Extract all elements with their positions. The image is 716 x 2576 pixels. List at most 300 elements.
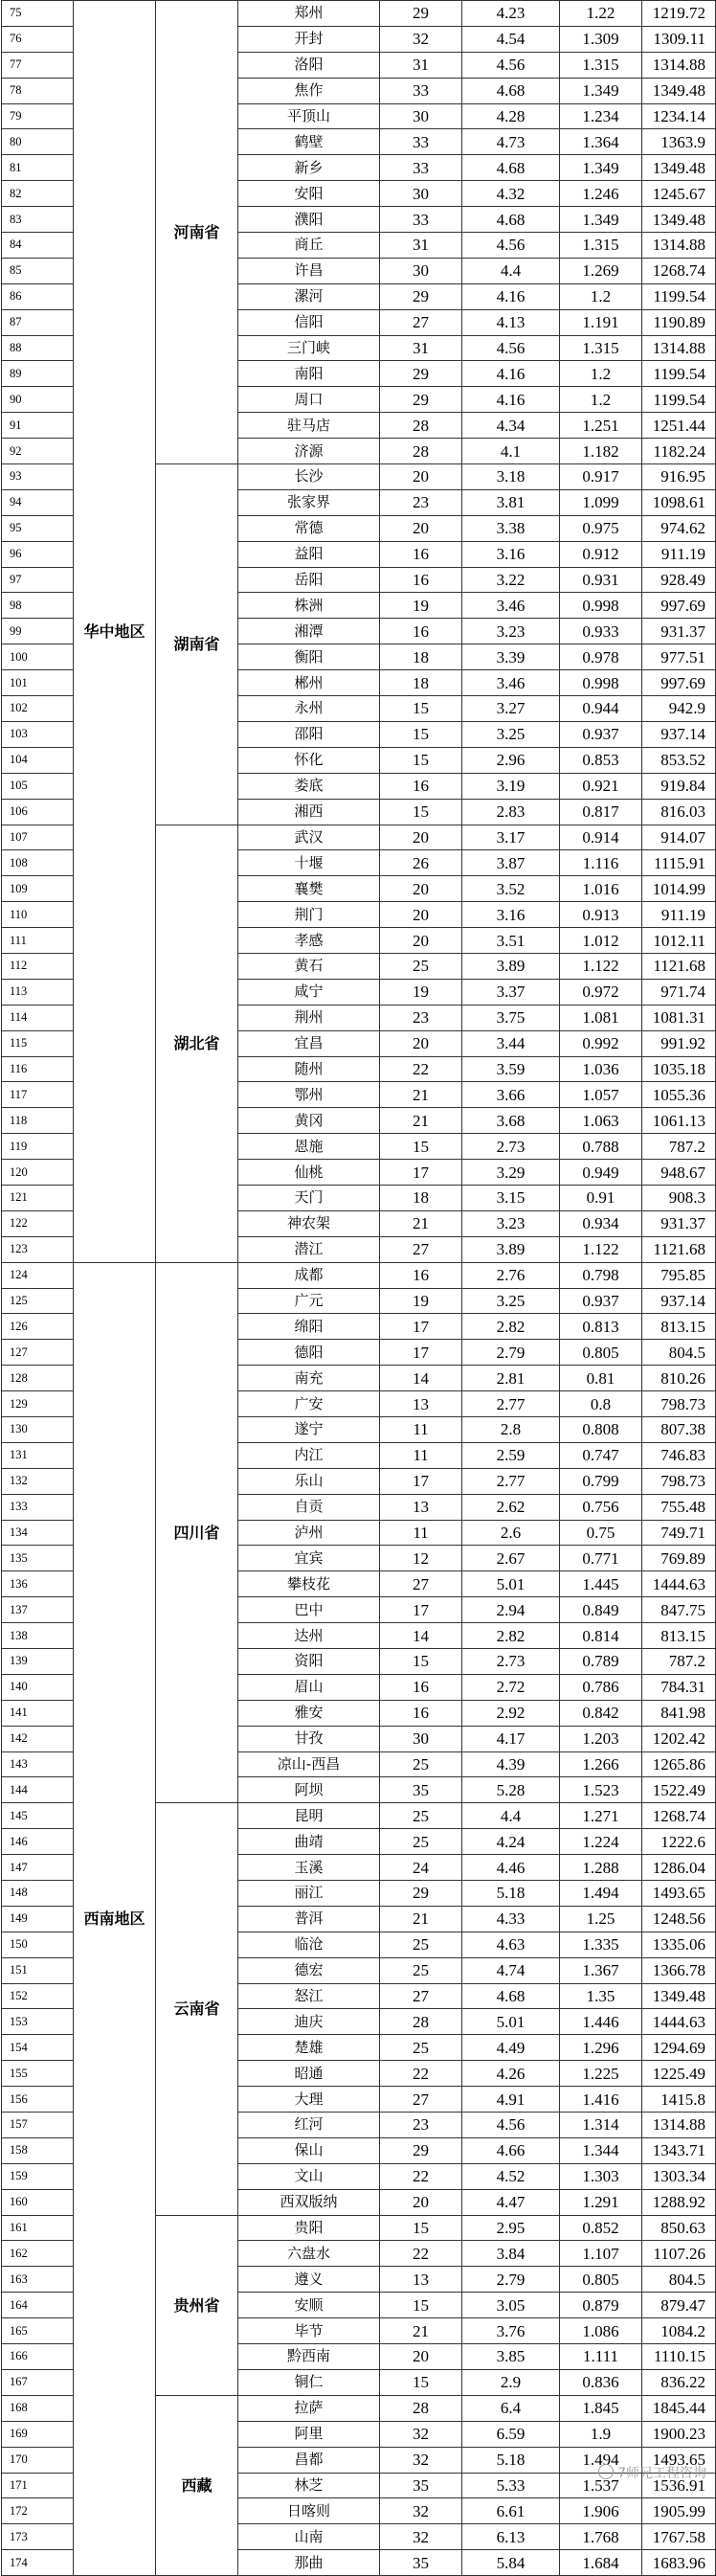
row-index: 172	[2, 2498, 74, 2524]
value-a: 25	[380, 1803, 462, 1829]
value-c: 1.271	[560, 1803, 642, 1829]
value-c: 0.917	[560, 464, 642, 490]
value-a: 33	[380, 78, 462, 103]
value-d: 948.67	[642, 1160, 716, 1186]
row-index: 133	[2, 1494, 74, 1520]
value-d: 1098.61	[642, 489, 716, 515]
value-c: 0.998	[560, 670, 642, 696]
value-d: 813.15	[642, 1623, 716, 1649]
city-name: 毕节	[238, 2318, 380, 2344]
value-b: 3.66	[462, 1082, 560, 1108]
value-a: 13	[380, 1391, 462, 1417]
city-name: 漯河	[238, 283, 380, 309]
city-name: 随州	[238, 1056, 380, 1082]
value-d: 1905.99	[642, 2498, 716, 2524]
value-d: 1219.72	[642, 1, 716, 27]
city-name: 昆明	[238, 1803, 380, 1829]
row-index: 164	[2, 2293, 74, 2318]
row-index: 97	[2, 567, 74, 593]
value-b: 3.25	[462, 721, 560, 747]
value-a: 17	[380, 1340, 462, 1366]
value-d: 798.73	[642, 1391, 716, 1417]
row-index: 168	[2, 2395, 74, 2421]
value-b: 6.61	[462, 2498, 560, 2524]
row-index: 167	[2, 2369, 74, 2395]
value-d: 853.52	[642, 747, 716, 773]
value-b: 4.24	[462, 1829, 560, 1855]
value-c: 0.931	[560, 567, 642, 593]
value-a: 20	[380, 928, 462, 954]
value-d: 1314.88	[642, 335, 716, 361]
value-b: 4.56	[462, 335, 560, 361]
value-d: 1303.34	[642, 2163, 716, 2189]
value-d: 1084.2	[642, 2318, 716, 2344]
row-index: 103	[2, 721, 74, 747]
value-b: 3.68	[462, 1108, 560, 1134]
row-index: 75	[2, 1, 74, 27]
value-c: 1.537	[560, 2473, 642, 2498]
row-index: 107	[2, 825, 74, 850]
value-d: 928.49	[642, 567, 716, 593]
province-label: 湖南省	[156, 464, 238, 825]
value-a: 18	[380, 670, 462, 696]
value-d: 1343.71	[642, 2137, 716, 2163]
value-b: 4.39	[462, 1751, 560, 1777]
city-name: 甘孜	[238, 1726, 380, 1751]
city-name: 岳阳	[238, 567, 380, 593]
row-index: 145	[2, 1803, 74, 1829]
row-index: 78	[2, 78, 74, 103]
value-d: 1314.88	[642, 233, 716, 259]
value-b: 3.76	[462, 2318, 560, 2344]
city-name: 郴州	[238, 670, 380, 696]
value-b: 3.15	[462, 1185, 560, 1210]
value-a: 28	[380, 2009, 462, 2035]
value-b: 2.94	[462, 1597, 560, 1623]
value-b: 2.76	[462, 1262, 560, 1288]
city-name: 益阳	[238, 541, 380, 567]
value-b: 4.68	[462, 1983, 560, 2009]
value-b: 3.17	[462, 825, 560, 850]
value-a: 20	[380, 876, 462, 902]
value-a: 32	[380, 26, 462, 52]
row-index: 146	[2, 1829, 74, 1855]
value-d: 1845.44	[642, 2395, 716, 2421]
city-name: 巴中	[238, 1597, 380, 1623]
value-b: 3.39	[462, 644, 560, 670]
value-d: 1107.26	[642, 2241, 716, 2267]
province-label: 云南省	[156, 1803, 238, 2215]
row-index: 170	[2, 2447, 74, 2473]
value-a: 33	[380, 207, 462, 233]
row-index: 138	[2, 1623, 74, 1649]
city-name: 红河	[238, 2113, 380, 2138]
city-name: 阿里	[238, 2421, 380, 2447]
value-b: 4.16	[462, 283, 560, 309]
value-c: 1.523	[560, 1777, 642, 1803]
value-a: 32	[380, 2498, 462, 2524]
city-name: 怀化	[238, 747, 380, 773]
value-c: 0.842	[560, 1700, 642, 1726]
province-label: 湖北省	[156, 825, 238, 1262]
row-index: 94	[2, 489, 74, 515]
value-d: 804.5	[642, 2267, 716, 2293]
city-name: 林芝	[238, 2473, 380, 2498]
row-index: 120	[2, 1160, 74, 1186]
row-index: 105	[2, 773, 74, 799]
row-index: 169	[2, 2421, 74, 2447]
value-c: 1.684	[560, 2550, 642, 2576]
value-d: 1190.89	[642, 309, 716, 335]
city-name: 遵义	[238, 2267, 380, 2293]
value-a: 15	[380, 1134, 462, 1160]
city-name: 十堰	[238, 850, 380, 876]
row-index: 111	[2, 928, 74, 954]
city-name: 信阳	[238, 309, 380, 335]
city-name: 凉山-西昌	[238, 1751, 380, 1777]
value-c: 1.122	[560, 953, 642, 979]
value-d: 997.69	[642, 670, 716, 696]
table-row	[2, 1262, 716, 1288]
value-a: 25	[380, 1829, 462, 1855]
value-d: 1493.65	[642, 1881, 716, 1907]
value-c: 0.937	[560, 1288, 642, 1314]
value-a: 25	[380, 1751, 462, 1777]
value-d: 1234.14	[642, 103, 716, 129]
value-c: 1.063	[560, 1108, 642, 1134]
row-index: 152	[2, 1983, 74, 2009]
value-d: 813.15	[642, 1314, 716, 1340]
value-b: 4.68	[462, 78, 560, 103]
value-b: 4.16	[462, 361, 560, 387]
value-d: 1335.06	[642, 1932, 716, 1957]
value-a: 26	[380, 850, 462, 876]
city-name: 南充	[238, 1366, 380, 1391]
value-d: 1415.8	[642, 2087, 716, 2113]
row-index: 163	[2, 2267, 74, 2293]
value-a: 30	[380, 1726, 462, 1751]
value-a: 13	[380, 1494, 462, 1520]
value-a: 22	[380, 1056, 462, 1082]
value-c: 1.494	[560, 1881, 642, 1907]
city-name: 拉萨	[238, 2395, 380, 2421]
value-b: 5.01	[462, 2009, 560, 2035]
value-d: 850.63	[642, 2215, 716, 2241]
value-b: 4.28	[462, 103, 560, 129]
value-c: 0.852	[560, 2215, 642, 2241]
row-index: 116	[2, 1056, 74, 1082]
value-a: 33	[380, 129, 462, 155]
value-a: 21	[380, 1906, 462, 1932]
value-a: 31	[380, 233, 462, 259]
value-a: 20	[380, 1030, 462, 1056]
value-a: 27	[380, 1236, 462, 1262]
value-b: 3.05	[462, 2293, 560, 2318]
row-index: 173	[2, 2524, 74, 2550]
value-b: 3.23	[462, 1210, 560, 1236]
city-name: 临沧	[238, 1932, 380, 1957]
value-b: 3.18	[462, 464, 560, 490]
value-b: 2.82	[462, 1623, 560, 1649]
value-a: 16	[380, 1262, 462, 1288]
city-name: 株洲	[238, 593, 380, 619]
value-d: 1265.86	[642, 1751, 716, 1777]
value-c: 0.944	[560, 696, 642, 722]
row-index: 109	[2, 876, 74, 902]
value-b: 4.16	[462, 387, 560, 413]
value-a: 15	[380, 799, 462, 825]
value-d: 931.37	[642, 1210, 716, 1236]
value-d: 1012.11	[642, 928, 716, 954]
value-b: 2.6	[462, 1520, 560, 1546]
value-c: 1.35	[560, 1983, 642, 2009]
value-c: 1.335	[560, 1932, 642, 1957]
value-d: 919.84	[642, 773, 716, 799]
value-c: 0.914	[560, 825, 642, 850]
city-name: 新乡	[238, 155, 380, 181]
row-index: 129	[2, 1391, 74, 1417]
value-a: 23	[380, 2113, 462, 2138]
value-a: 17	[380, 1160, 462, 1186]
value-a: 27	[380, 1571, 462, 1597]
row-index: 157	[2, 2113, 74, 2138]
row-index: 162	[2, 2241, 74, 2267]
value-c: 0.81	[560, 1366, 642, 1391]
value-d: 784.31	[642, 1674, 716, 1700]
value-b: 4.73	[462, 129, 560, 155]
value-c: 0.91	[560, 1185, 642, 1210]
value-a: 33	[380, 155, 462, 181]
value-d: 847.75	[642, 1597, 716, 1623]
value-a: 20	[380, 2189, 462, 2215]
value-d: 911.19	[642, 541, 716, 567]
value-b: 3.29	[462, 1160, 560, 1186]
value-c: 0.949	[560, 1160, 642, 1186]
city-name: 黄冈	[238, 1108, 380, 1134]
value-a: 17	[380, 1468, 462, 1494]
value-b: 2.83	[462, 799, 560, 825]
value-c: 0.756	[560, 1494, 642, 1520]
value-a: 18	[380, 644, 462, 670]
value-c: 0.814	[560, 1623, 642, 1649]
value-b: 5.18	[462, 2447, 560, 2473]
city-name: 保山	[238, 2137, 380, 2163]
row-index: 166	[2, 2344, 74, 2370]
row-index: 142	[2, 1726, 74, 1751]
row-index: 88	[2, 335, 74, 361]
city-name: 武汉	[238, 825, 380, 850]
row-index: 93	[2, 464, 74, 490]
row-index: 153	[2, 2009, 74, 2035]
city-name: 衡阳	[238, 644, 380, 670]
value-d: 841.98	[642, 1700, 716, 1726]
city-name: 襄樊	[238, 876, 380, 902]
value-b: 3.46	[462, 670, 560, 696]
value-d: 937.14	[642, 721, 716, 747]
value-a: 23	[380, 489, 462, 515]
value-d: 807.38	[642, 1416, 716, 1442]
city-name: 娄底	[238, 773, 380, 799]
value-c: 1.367	[560, 1957, 642, 1983]
value-c: 1.234	[560, 103, 642, 129]
value-c: 1.122	[560, 1236, 642, 1262]
value-c: 0.913	[560, 902, 642, 928]
city-name: 湘潭	[238, 619, 380, 644]
value-b: 2.72	[462, 1674, 560, 1700]
value-c: 0.788	[560, 1134, 642, 1160]
value-a: 27	[380, 2087, 462, 2113]
value-b: 3.16	[462, 541, 560, 567]
city-name: 洛阳	[238, 52, 380, 78]
city-name: 昌都	[238, 2447, 380, 2473]
city-name: 贵阳	[238, 2215, 380, 2241]
city-name: 普洱	[238, 1906, 380, 1932]
value-b: 2.59	[462, 1442, 560, 1468]
value-c: 1.494	[560, 2447, 642, 2473]
value-c: 1.086	[560, 2318, 642, 2344]
value-b: 3.81	[462, 489, 560, 515]
value-a: 32	[380, 2447, 462, 2473]
province-label: 贵州省	[156, 2215, 238, 2395]
row-index: 140	[2, 1674, 74, 1700]
value-b: 4.56	[462, 2113, 560, 2138]
value-d: 879.47	[642, 2293, 716, 2318]
value-b: 3.59	[462, 1056, 560, 1082]
watermark-text: 7师兄工程咨询	[617, 2466, 706, 2481]
value-c: 1.768	[560, 2524, 642, 2550]
watermark	[598, 2463, 706, 2482]
value-d: 1366.78	[642, 1957, 716, 1983]
value-d: 908.3	[642, 1185, 716, 1210]
row-index: 104	[2, 747, 74, 773]
value-d: 795.85	[642, 1262, 716, 1288]
value-d: 1349.48	[642, 207, 716, 233]
city-name: 安顺	[238, 2293, 380, 2318]
city-name: 铜仁	[238, 2369, 380, 2395]
value-c: 0.879	[560, 2293, 642, 2318]
row-index: 90	[2, 387, 74, 413]
value-b: 4.52	[462, 2163, 560, 2189]
city-name: 山南	[238, 2524, 380, 2550]
value-d: 931.37	[642, 619, 716, 644]
value-b: 3.23	[462, 619, 560, 644]
row-index: 80	[2, 129, 74, 155]
city-name: 商丘	[238, 233, 380, 259]
city-name: 咸宁	[238, 979, 380, 1005]
value-a: 29	[380, 1881, 462, 1907]
value-c: 1.315	[560, 52, 642, 78]
city-name: 仙桃	[238, 1160, 380, 1186]
value-a: 16	[380, 1674, 462, 1700]
value-c: 1.203	[560, 1726, 642, 1751]
value-b: 4.47	[462, 2189, 560, 2215]
value-b: 5.84	[462, 2550, 560, 2576]
data-table	[1, 0, 716, 2576]
value-d: 787.2	[642, 1649, 716, 1675]
city-name: 迪庆	[238, 2009, 380, 2035]
city-name: 广元	[238, 1288, 380, 1314]
value-a: 25	[380, 1932, 462, 1957]
row-index: 114	[2, 1005, 74, 1030]
city-name: 三门峡	[238, 335, 380, 361]
value-c: 1.315	[560, 233, 642, 259]
city-name: 长沙	[238, 464, 380, 490]
value-b: 4.68	[462, 207, 560, 233]
row-index: 134	[2, 1520, 74, 1546]
value-d: 1268.74	[642, 258, 716, 283]
value-d: 1767.58	[642, 2524, 716, 2550]
value-b: 5.01	[462, 1571, 560, 1597]
value-d: 1349.48	[642, 78, 716, 103]
row-index: 135	[2, 1546, 74, 1571]
value-d: 1309.11	[642, 26, 716, 52]
value-b: 3.84	[462, 2241, 560, 2267]
value-b: 4.91	[462, 2087, 560, 2113]
value-a: 11	[380, 1442, 462, 1468]
row-index: 86	[2, 283, 74, 309]
value-b: 4.17	[462, 1726, 560, 1751]
row-index: 141	[2, 1700, 74, 1726]
value-d: 769.89	[642, 1546, 716, 1571]
city-name: 南阳	[238, 361, 380, 387]
value-a: 28	[380, 439, 462, 464]
value-b: 4.33	[462, 1906, 560, 1932]
value-c: 0.805	[560, 2267, 642, 2293]
value-b: 4.23	[462, 1, 560, 27]
value-c: 0.771	[560, 1546, 642, 1571]
value-c: 0.805	[560, 1340, 642, 1366]
wechat-icon	[598, 2464, 614, 2479]
row-index: 98	[2, 593, 74, 619]
value-b: 3.19	[462, 773, 560, 799]
city-name: 眉山	[238, 1674, 380, 1700]
row-index: 121	[2, 1185, 74, 1210]
value-c: 0.998	[560, 593, 642, 619]
city-name: 攀枝花	[238, 1571, 380, 1597]
city-name: 潜江	[238, 1236, 380, 1262]
value-c: 1.22	[560, 1, 642, 27]
value-c: 0.789	[560, 1649, 642, 1675]
value-b: 4.4	[462, 1803, 560, 1829]
value-d: 1245.67	[642, 181, 716, 207]
row-index: 91	[2, 413, 74, 439]
value-d: 911.19	[642, 902, 716, 928]
value-a: 22	[380, 2241, 462, 2267]
value-a: 11	[380, 1416, 462, 1442]
value-b: 6.59	[462, 2421, 560, 2447]
value-b: 3.46	[462, 593, 560, 619]
value-b: 2.95	[462, 2215, 560, 2241]
value-a: 18	[380, 1185, 462, 1210]
value-b: 4.63	[462, 1932, 560, 1957]
value-d: 1199.54	[642, 361, 716, 387]
province-label: 西藏	[156, 2395, 238, 2575]
row-index: 139	[2, 1649, 74, 1675]
value-c: 0.808	[560, 1416, 642, 1442]
value-a: 17	[380, 1314, 462, 1340]
value-c: 1.269	[560, 258, 642, 283]
value-d: 1199.54	[642, 387, 716, 413]
value-c: 1.349	[560, 155, 642, 181]
value-a: 25	[380, 953, 462, 979]
row-index: 148	[2, 1881, 74, 1907]
value-d: 1055.36	[642, 1082, 716, 1108]
row-index: 113	[2, 979, 74, 1005]
value-b: 2.9	[462, 2369, 560, 2395]
value-d: 1268.74	[642, 1803, 716, 1829]
value-b: 3.51	[462, 928, 560, 954]
row-index: 149	[2, 1906, 74, 1932]
